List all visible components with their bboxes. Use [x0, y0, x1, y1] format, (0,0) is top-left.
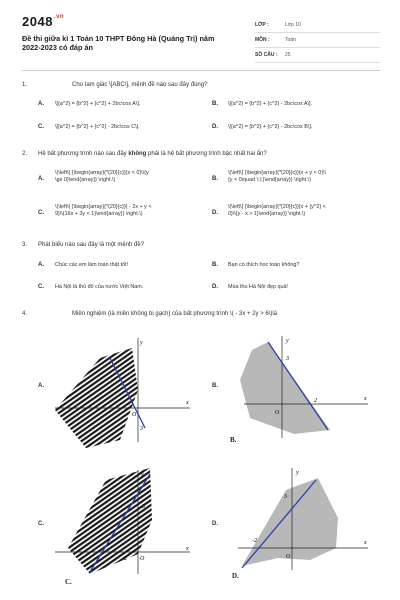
option-label[interactable]: D.	[212, 210, 218, 216]
option-label[interactable]: A.	[38, 176, 44, 182]
meta-key: MÔN :	[255, 37, 270, 43]
question-text-emphasis: không	[128, 151, 147, 157]
question-text: Cho tam giác \[ABC\], mệnh đề nào sau đây đúng?	[72, 82, 208, 88]
neg2-label: -2	[128, 402, 133, 408]
meta-key: LỚP :	[255, 22, 269, 28]
graph-a[interactable]	[50, 330, 200, 450]
exam-title: Đề thi giữa kì 1 Toán 10 THPT Đông Hà (Quảng Trị) năm 2022-2023 có đáp án	[22, 34, 215, 52]
header-divider	[22, 70, 380, 71]
shaded-region	[242, 478, 338, 566]
option-text[interactable]: \[{a^2} = {b^2} + {c^2} - 2bc\cos B\].	[228, 124, 313, 130]
x-label: x	[186, 546, 189, 552]
option-text[interactable]: \[{a^2} = {b^2} + {c^2} - 2bc\cos C\].	[55, 124, 140, 130]
origin-label: O	[132, 412, 137, 418]
question-number: 1.	[22, 82, 28, 88]
graph-b[interactable]	[230, 330, 385, 440]
meta-value: 25	[285, 52, 291, 58]
y-label: y	[141, 472, 144, 478]
option-label[interactable]: C.	[38, 521, 44, 527]
option-text[interactable]	[228, 170, 388, 184]
option-label[interactable]: A.	[38, 383, 44, 389]
option-label[interactable]: C.	[38, 284, 44, 290]
question-text-part: Hệ bất phương trình nào sau đây	[38, 151, 129, 157]
option-line: \ge 0}\end{array}} \right.\)	[55, 177, 116, 183]
option-label[interactable]: C.	[38, 124, 44, 130]
p3-label: 3	[284, 494, 287, 500]
neg2-label: -2	[252, 538, 257, 544]
option-line: \(\left\{ {\begin{array}{*{20}{c}}{x + y < 0}\\	[228, 170, 327, 176]
option-label[interactable]: C.	[38, 210, 44, 216]
x-label: x	[364, 540, 367, 546]
y-label: y	[286, 338, 289, 344]
option-text[interactable]: Bạn có thích học toán không?	[228, 262, 300, 268]
p2-label: 2	[314, 398, 317, 404]
option-label[interactable]: B.	[212, 101, 218, 107]
p3-label: 3	[140, 426, 143, 432]
graph-d[interactable]	[230, 462, 385, 572]
option-line: \(\left\{ {\begin{array}{*{20}{c}}{x + {y^2} <	[228, 204, 326, 210]
p3-label: 3	[142, 504, 145, 510]
option-line: 0}\\{y - x > 1}\end{array}} \right.\)	[228, 211, 306, 217]
origin-label: O	[275, 410, 280, 416]
option-label[interactable]: D.	[212, 124, 218, 130]
option-text[interactable]	[55, 170, 205, 184]
question-number: 4.	[22, 311, 28, 317]
shaded-region	[240, 342, 330, 434]
hatched-region	[55, 348, 138, 448]
option-text[interactable]: \[{a^2} = {b^2} + {c^2} - 2bc\cos A\].	[228, 101, 313, 107]
question-number: 2.	[22, 151, 28, 157]
origin-label: O	[140, 556, 145, 562]
logo-text: 2048	[22, 14, 53, 29]
x-label: x	[364, 396, 367, 402]
origin-label: O	[286, 554, 291, 560]
graph-sub-label: D.	[232, 572, 239, 580]
option-text[interactable]: Hà Nội là thủ đô của nước Việt Nam.	[55, 284, 144, 290]
option-text[interactable]	[228, 204, 388, 218]
option-label[interactable]: B.	[212, 383, 218, 389]
neg2-label: -2	[122, 556, 127, 562]
option-label[interactable]: D.	[212, 284, 218, 290]
option-label[interactable]: A.	[38, 101, 44, 107]
option-label[interactable]: D.	[212, 521, 218, 527]
option-text[interactable]: Mùa thu Hà Nội đẹp quá!	[228, 284, 288, 290]
option-line: \(\left\{ {\begin{array}{*{20}{c}}{x < 0}\\{y	[55, 170, 149, 176]
question-text: Miền nghiệm (là miền không bị gạch) của bất phương trình \( - 3x + 2y > 6\)là	[72, 311, 278, 317]
option-text[interactable]	[55, 204, 205, 218]
meta-row-subject	[255, 33, 380, 48]
question-text: Phát biểu nào sau đây là một mệnh đề?	[38, 242, 145, 248]
site-logo	[22, 14, 64, 29]
question-number: 3.	[22, 242, 28, 248]
y-label: y	[140, 340, 143, 346]
meta-row-count	[255, 48, 380, 63]
graph-sub-label: B.	[230, 436, 237, 444]
question-text-part: phải là hệ bất phương trình bậc nhất hai ẩn?	[146, 151, 267, 157]
option-text[interactable]: \[{a^2} = {b^2} + {c^2} + 2bc\cos A\].	[55, 101, 141, 107]
y-label: y	[296, 470, 299, 476]
x-label: x	[186, 400, 189, 406]
option-line: 9}\\{16x + 3y < 1}\end{array}} \right.\)	[55, 211, 143, 217]
option-label[interactable]: B.	[212, 176, 218, 182]
meta-value: Toán	[285, 37, 296, 43]
question-text	[38, 151, 388, 157]
option-text[interactable]: Chúc các em làm toán thật tốt!	[55, 262, 129, 268]
option-label[interactable]: A.	[38, 262, 44, 268]
graph-sub-label: C.	[65, 578, 72, 586]
p3-label: 3	[286, 356, 289, 362]
meta-row-class	[255, 18, 380, 33]
meta-value: Lớp 10	[285, 22, 301, 28]
option-label[interactable]: B.	[212, 262, 218, 268]
logo-suffix: .vn	[53, 14, 65, 20]
option-line: \(\left\{ {\begin{array}{*{20}{c}}{ - 2x + y <	[55, 204, 152, 210]
option-line: {y < 0\quad \;\;}\end{array}} \right.\)	[228, 177, 311, 183]
meta-key: SỐ CÂU :	[255, 52, 278, 58]
meta-table	[255, 18, 380, 63]
graph-c[interactable]	[50, 462, 200, 577]
